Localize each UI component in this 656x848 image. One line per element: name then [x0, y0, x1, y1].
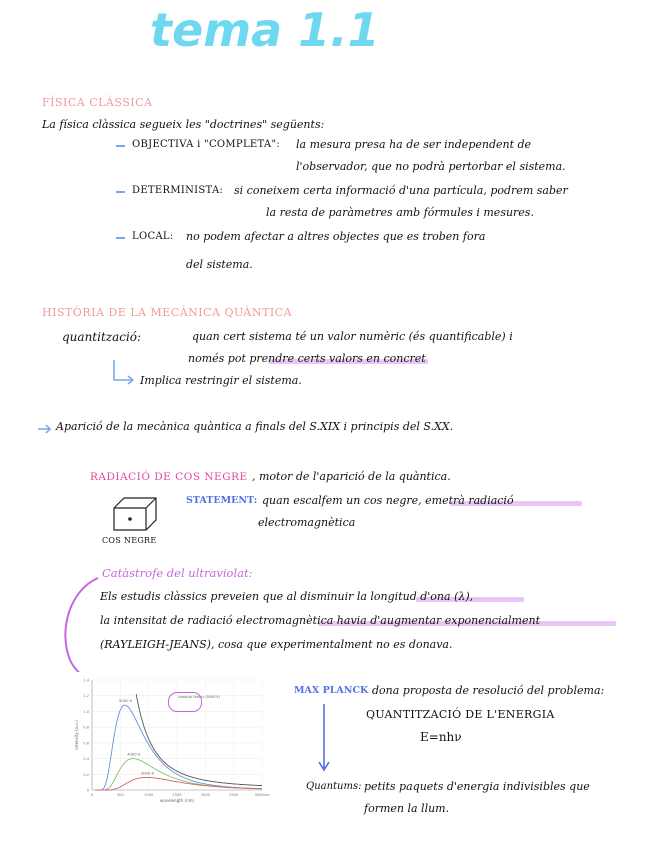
quantitzacio-text: només pot prendre certs valors en concret [188, 352, 426, 365]
section-heading-fisica-classica: FÍSICA CLÀSSICA [42, 96, 153, 109]
x-axis-label: wavelength (nm) [159, 798, 195, 803]
x-tick-label: 2500 [229, 793, 239, 797]
x-tick-label: 0 [90, 793, 94, 797]
y-tick-label: 1.0 [83, 709, 89, 714]
item-text: l'observador, que no podrà pertorbar el sistema. [296, 160, 566, 173]
catastrofe-text: la intensitat de radiació electromagnètica havia d'augmentar exponencialment [100, 614, 540, 627]
item-text: no podem afectar a altres objectes que es troben fora [186, 230, 486, 243]
cos-negre-heading-rest: , motor de l'aparició de la quàntica. [252, 470, 451, 483]
classical-theory-callout [168, 692, 202, 712]
catastrofe-text: Els estudis clàssics preveien que al disminuir la longitud d'ona (λ), [100, 590, 474, 603]
max-planck-label: MAX PLANCK [294, 685, 369, 696]
quantums-text: formen la llum. [364, 802, 450, 815]
series-label: 5000 K [118, 698, 133, 704]
quantums-label: Quantums: [306, 781, 362, 792]
cos-negre-caption: COS NEGRE [102, 536, 157, 545]
catastrofe-text: (RAYLEIGH-JEANS), cosa que experimentalment no es donava. [100, 638, 453, 651]
y-tick-label: 1.4 [83, 678, 89, 683]
y-tick-label: 0.2 [83, 772, 89, 777]
statement-text: quan escalfem un cos negre, emetrà radiació [262, 494, 514, 507]
y-tick-label: 1.2 [83, 694, 89, 699]
catastrofe-heading: Catàstrofe del ultraviolat: [102, 566, 253, 580]
quantitzacio-energia: QUANTITZACIÓ DE L'ENERGIA [366, 708, 555, 721]
section-heading-historia: HISTÒRIA DE LA MECÀNICA QUÀNTICA [42, 306, 293, 319]
item-text: si coneixem certa informació d'una partícula, podrem saber [234, 184, 568, 197]
series-label: 3000 K [140, 770, 155, 776]
quantums-text: petits paquets d'energia indivisibles que [364, 780, 590, 793]
section-intro: La física clàssica segueix les "doctrines" següents: [42, 118, 325, 131]
item-text: la resta de paràmetres amb fórmules i mesures. [266, 206, 534, 219]
x-tick-label: 2000 [200, 793, 210, 797]
statement-text: electromagnètica [258, 516, 356, 529]
x-tick-label: 500 [116, 793, 124, 797]
item-text: del sistema. [186, 258, 253, 271]
x-tick-label: 3000nm [254, 793, 270, 797]
y-tick-label: 0 [86, 788, 89, 793]
item-label-objectiva: OBJECTIVA i "COMPLETA": [132, 139, 281, 150]
quantitzacio-label: quantització: [62, 330, 142, 344]
implica-text: Implica restringir el sistema. [140, 374, 302, 387]
item-label-local: LOCAL: [132, 231, 174, 242]
series-label: 4000 K [127, 751, 141, 757]
item-label-determinista: DETERMINISTA: [132, 185, 224, 196]
aparicio-text: Aparició de la mecànica quàntica a finals del S.XIX i principis del S.XX. [56, 420, 454, 433]
y-tick-label: 0.8 [83, 725, 89, 730]
statement-label: STATEMENT: [186, 495, 258, 506]
item-text: la mesura presa ha de ser independent de [296, 138, 532, 151]
quantitzacio-text: quan cert sistema té un valor numèric (és quantificable) i [192, 330, 513, 343]
cos-negre-heading: RADIACIÓ DE COS NEGRE [90, 471, 248, 483]
series-label: classical theory (5000 K) [178, 695, 221, 699]
x-tick-label: 1000 [144, 793, 154, 797]
arrow-down-icon [318, 704, 330, 774]
x-tick-label: 1500 [172, 793, 182, 797]
formula: E=nhν [420, 730, 462, 744]
black-body-chart [70, 672, 270, 804]
planck-text: dona proposta de resolució del problema: [372, 684, 605, 697]
y-tick-label: 0.6 [83, 741, 89, 746]
page-title: tema 1.1 [150, 3, 380, 57]
y-axis-label: intensity (a.u.) [74, 720, 79, 750]
y-tick-label: 0.4 [83, 757, 89, 762]
